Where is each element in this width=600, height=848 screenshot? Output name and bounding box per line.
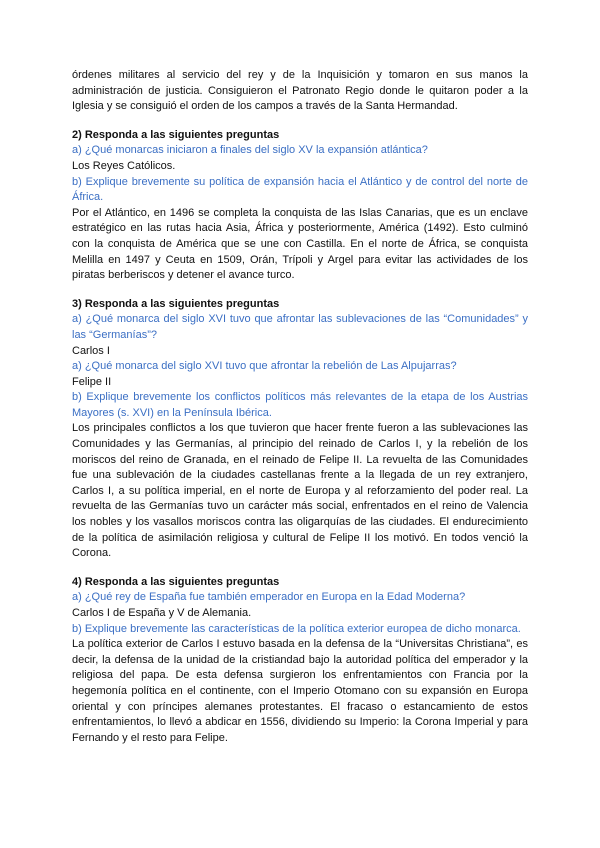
answer: La política exterior de Carlos I estuvo basada en la defensa de la “Universitas Christiana”, es decir, la defensa de la unidad de la cristiandad bajo la autoridad política del emperador y la religiosa del papa. De esta defensa surgieron los enfrentamientos con Francia por la hegemonía política en el continente, con el Imperio Otomano con su expansión en Europa oriental y con príncipes alemanes protestantes. El fracaso o estancamiento de estos enfrentamientos, lo llevó a abdicar en 1556, dividiendo su Imperio: la Corona Imperial y para Fernando y el resto para Felipe.: [72, 638, 528, 744]
section-3: [72, 297, 528, 562]
section-heading: 4) Responda a las siguientes preguntas: [72, 575, 280, 588]
answer: Por el Atlántico, en 1496 se completa la conquista de las Islas Canarias, que es un enclave estratégico en las rutas hacia Asia, África y posteriormente, América (1492). Esto culminó con la conquista de América que se une con Castilla. En el norte de África, se conquista Melilla en 1497 y Ceuta en 1509, Orán, Trípoli y Argel para evitar las actividades de los piratas berberiscos y detener el avance turco.: [72, 206, 528, 282]
section-2: [72, 128, 528, 284]
answer: Felipe II: [72, 375, 112, 388]
answer: Carlos I: [72, 344, 110, 357]
question: b) Explique brevemente las características de la política exterior europea de dicho monarca.: [72, 622, 521, 635]
answer: Los Reyes Católicos.: [72, 159, 176, 172]
question: a) ¿Qué rey de España fue también emperador en Europa en la Edad Moderna?: [72, 591, 466, 604]
question: b) Explique brevemente los conflictos políticos más relevantes de la etapa de los Austrias Mayores (s. XVI) en la Península Ibérica.: [72, 391, 528, 419]
answer: Los principales conflictos a los que tuvieron que hacer frente fueron a las sublevaciones las Comunidades y las Germanías, al principio del reinado de Carlos I, y la rebelión de los moriscos del reino de Granada, en el reinado de Felipe II. La revuelta de las Comunidades fue una sublevación de la ciudades castellanas frente a la llegada de un rey extranjero, Carlos I, a su política imperial, en el norte de Europa y al reforzamiento del poder real. La revuelta de las Germanías tuvo un carácter más social, enfrentados en el reino de Valencia los nobles y los vasallos moriscos contra las oligarquías de las ciudades. El endurecimiento de la política de asimilación religiosa y cultural de Felipe II los motivó. En todos venció la Corona.: [72, 422, 528, 560]
section-4: [72, 575, 528, 747]
question: a) ¿Qué monarca del siglo XVI tuvo que afrontar la rebelión de Las Alpujarras?: [72, 360, 457, 373]
question: a) ¿Qué monarca del siglo XVI tuvo que afrontar las sublevaciones de las “Comunidades” y las “Germanías”?: [72, 313, 528, 341]
intro-paragraph: órdenes militares al servicio del rey y de la Inquisición y tomaron en sus manos la administración de justicia. Consiguieron el Patronato Regio donde le quitaron poder a la Iglesia y se consiguió el orden de los campos a través de la Santa Hermandad.: [72, 69, 528, 113]
section-heading: 2) Responda a las siguientes preguntas: [72, 128, 280, 141]
question: a) ¿Qué monarcas iniciaron a finales del siglo XV la expansión atlántica?: [72, 144, 428, 157]
question: b) Explique brevemente su política de expansión hacia el Atlántico y de control del norte de África.: [72, 175, 528, 204]
section-heading: 3) Responda a las siguientes preguntas: [72, 297, 280, 310]
answer: Carlos I de España y V de Alemania.: [72, 607, 252, 619]
